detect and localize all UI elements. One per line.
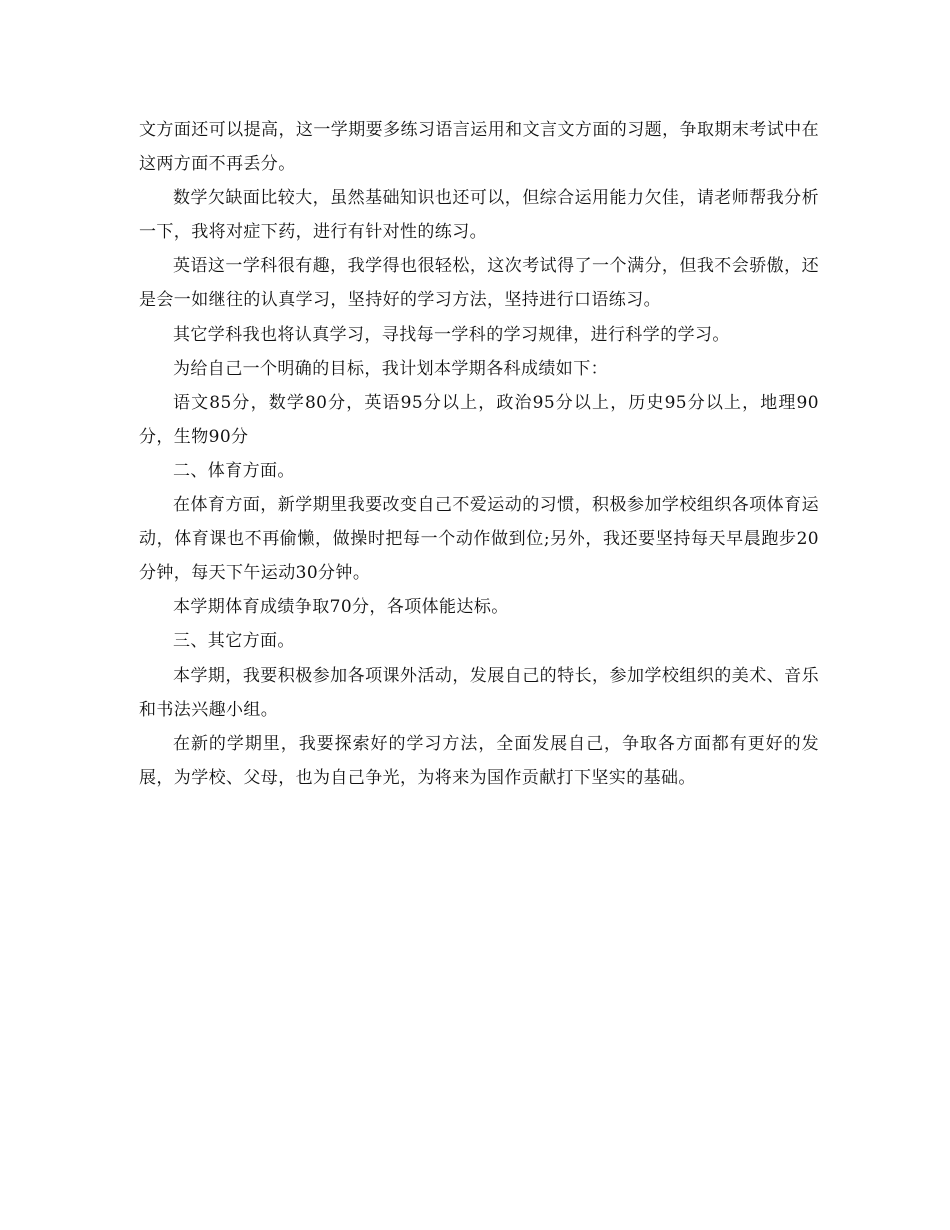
paragraph-3: 英语这一学科很有趣，我学得也很轻松，这次考试得了一个满分，但我不会骄傲，还是会一如继往的认真学习，坚持好的学习方法，坚持进行口语练习。 xyxy=(139,256,819,311)
section-heading-other: 三、其它方面。 xyxy=(173,631,295,652)
paragraph-4: 其它学科我也将认真学习，寻找每一学科的学习规律，进行科学的学习。 xyxy=(173,324,730,345)
paragraph-11: 本学期，我要积极参加各项课外活动，发展自己的特长，参加学校组织的美术、音乐和书法兴趣小组。 xyxy=(139,665,819,720)
document-body xyxy=(139,113,819,795)
paragraph-1: 文方面还可以提高，这一学期要多练习语言运用和文言文方面的习题，争取期末考试中在这两方面不再丢分。 xyxy=(139,120,819,175)
paragraph-9: 本学期体育成绩争取70分，各项体能达标。 xyxy=(173,597,509,618)
paragraph-6: 语文85分，数学80分，英语95分以上，政治95分以上，历史95分以上，地理90分，生物90分 xyxy=(139,392,819,447)
paragraph-8: 在体育方面，新学期里我要改变自己不爱运动的习惯，积极参加学校组织各项体育运动，体育课也不再偷懒，做操时把每一个动作做到位;另外，我还要坚持每天早晨跑步20分钟，每天下午运动30分钟。 xyxy=(139,495,819,584)
paragraph-2: 数学欠缺面比较大，虽然基础知识也还可以，但综合运用能力欠佳，请老师帮我分析一下，我将对症下药，进行有针对性的练习。 xyxy=(139,188,819,243)
section-heading-sports: 二、体育方面。 xyxy=(173,460,295,481)
paragraph-5: 为给自己一个明确的目标，我计划本学期各科成绩如下： xyxy=(173,358,608,379)
paragraph-12: 在新的学期里，我要探索好的学习方法，全面发展自己，争取各方面都有更好的发展，为学校、父母，也为自己争光，为将来为国作贡献打下坚实的基础。 xyxy=(139,733,819,788)
